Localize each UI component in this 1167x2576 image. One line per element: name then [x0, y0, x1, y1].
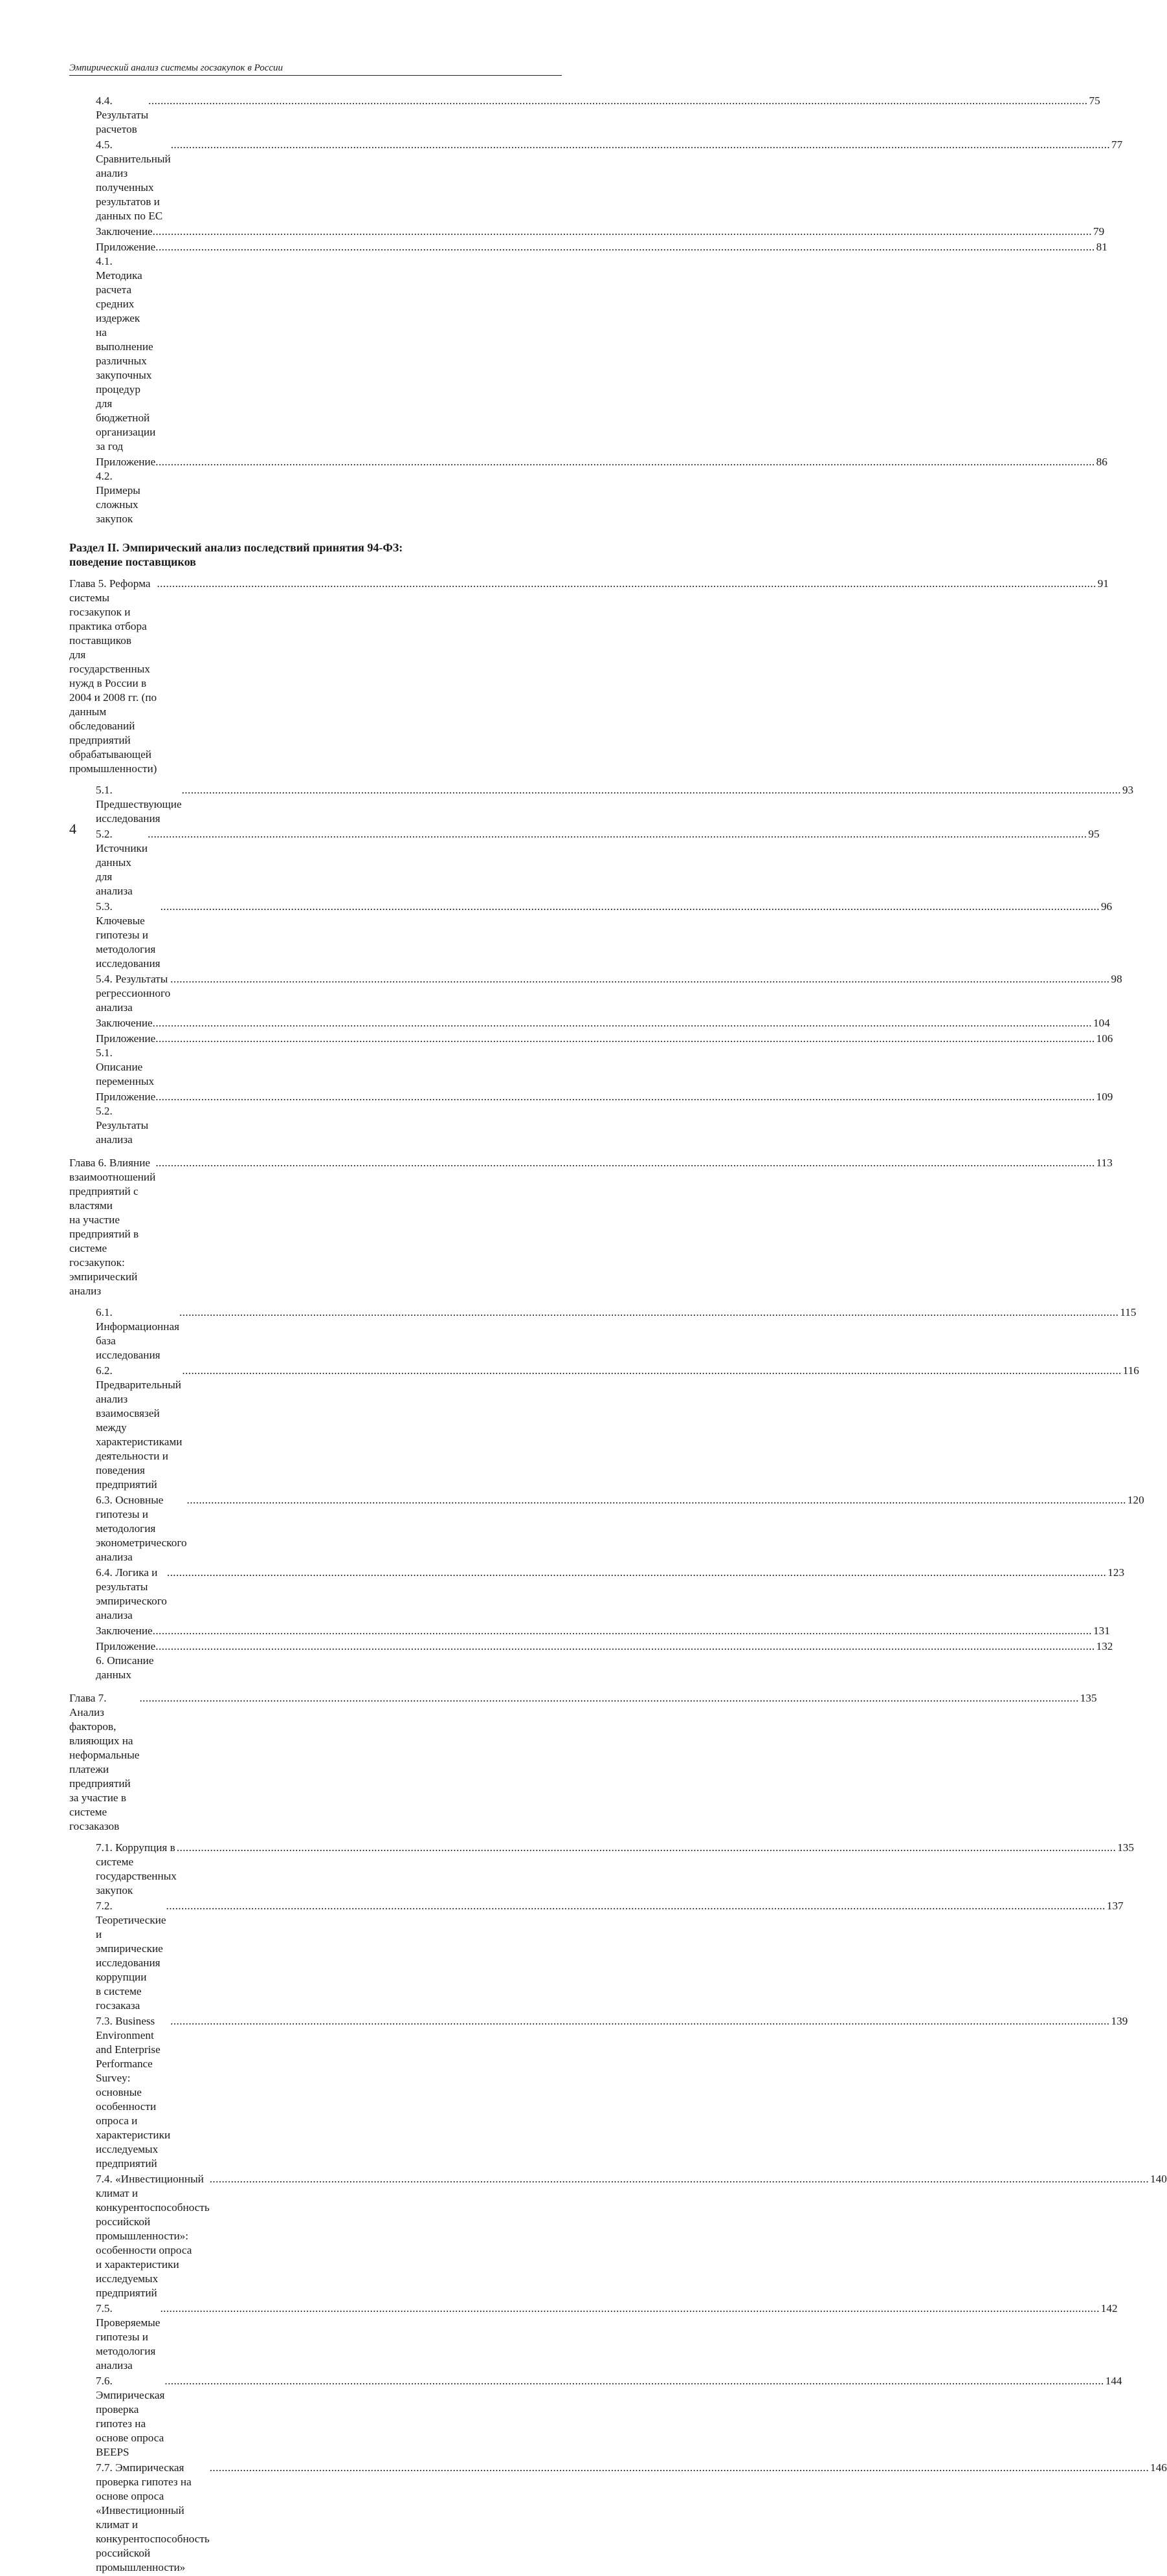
toc-entry-line: 5.2. Источники данных для анализа [96, 828, 148, 897]
toc-entry-line: платежи предприятий за участие в системе госзаказов [69, 1763, 131, 1832]
dot-leader [153, 225, 1092, 239]
toc-entry[interactable] [69, 1090, 1113, 1147]
toc-entry-title [96, 1016, 153, 1030]
toc-entry[interactable] [69, 1493, 1144, 1564]
toc-entry[interactable] [69, 1566, 1125, 1623]
toc-entry[interactable] [69, 2461, 1167, 2575]
toc-entry-title [96, 1841, 177, 1898]
dot-leader [155, 1032, 1095, 1046]
dot-leader [155, 455, 1095, 469]
toc-page-number: 95 [1088, 828, 1100, 840]
toc-entry-line: на выполнение различных закупочных процедур [96, 326, 153, 395]
toc-page-number: 96 [1100, 900, 1113, 913]
dot-leader [182, 783, 1121, 797]
toc-page-number: 98 [1111, 973, 1122, 985]
toc-page-number: 93 [1122, 784, 1134, 796]
dot-leader [155, 1639, 1095, 1654]
toc-entry[interactable] [69, 1032, 1113, 1089]
toc-page-number: 115 [1120, 1306, 1137, 1318]
toc-page-number: 113 [1096, 1157, 1113, 1169]
toc-page-number: 86 [1096, 456, 1107, 468]
toc-page-number: 91 [1097, 577, 1109, 590]
toc-entry-title [96, 1639, 155, 1682]
toc-chapter-5[interactable] [69, 577, 1109, 776]
toc-entry-line: 5.4. Результаты регрессионного анализа [96, 973, 171, 1014]
toc-entry-line: «Инвестиционный климат и конкурентоспособность [96, 2504, 210, 2545]
section-title [69, 540, 558, 569]
toc-entry-title [96, 1899, 166, 2013]
dot-leader [153, 1624, 1092, 1638]
toc-entry-line: Приложение 4.2. Примеры сложных закупок [96, 456, 156, 525]
toc-entry-line: на участие предприятий в системе госзакупок: эмпирический анализ [69, 1214, 139, 1297]
toc-entry-title [96, 94, 148, 137]
dot-leader [171, 138, 1110, 152]
toc-entry-title [96, 2302, 160, 2373]
toc-entry-line: 7.5. Проверяемые гипотезы и методология анализа [96, 2302, 161, 2371]
toc-entry[interactable] [69, 1841, 1134, 1898]
toc-entry-title [96, 2461, 210, 2575]
dot-leader [157, 577, 1096, 591]
toc-entry-title [69, 577, 157, 776]
toc-entry-line: российской промышленности»: особенности опроса [96, 2215, 192, 2256]
dot-leader [210, 2461, 1149, 2475]
toc-page-number: 146 [1150, 2461, 1167, 2474]
toc-entry-title [96, 972, 170, 1015]
section-title-line: Раздел II. Эмпирический анализ последствий принятия 94-ФЗ: [69, 541, 403, 554]
toc-entry-line: российской промышленности» [96, 2547, 186, 2573]
toc-entry-line: 7.3. Business Environment and Enterprise Performance Survey: [96, 2015, 161, 2084]
toc-page-number: 139 [1111, 2015, 1128, 2027]
toc-page-number: 104 [1093, 1017, 1110, 1029]
toc-entry-title [96, 2014, 170, 2171]
dot-leader [210, 2172, 1149, 2186]
toc-entry-title [96, 1566, 167, 1623]
toc-entry-title [96, 900, 161, 971]
toc-entry-line: Приложение 5.1. Описание переменных [96, 1032, 156, 1087]
dot-leader [153, 1016, 1092, 1030]
toc-page-number: 77 [1111, 139, 1123, 151]
toc-entry[interactable] [69, 240, 1107, 454]
toc-entry-line: 5.3. Ключевые гипотезы и методология исследования [96, 900, 161, 970]
toc-entry[interactable] [69, 455, 1107, 526]
table-of-contents [69, 94, 1167, 2576]
toc-entry-line: 7.1. Коррупция в системе государственных закупок [96, 1841, 177, 1896]
toc-entry-line: Приложение 6. Описание данных [96, 1640, 156, 1681]
dot-leader [160, 2302, 1099, 2316]
dot-leader [166, 1899, 1106, 1913]
toc-entry-line: 4.5. Сравнительный анализ полученных результатов и данных по ЕС [96, 139, 171, 222]
toc-entry-line: Заключение [96, 225, 153, 238]
toc-entry-line: Приложение 4.1. Методика расчета средних издержек [96, 241, 156, 324]
toc-entry[interactable] [69, 225, 1105, 239]
toc-entry-line: Заключение [96, 1625, 153, 1637]
toc-entry-title [96, 783, 182, 826]
toc-chapter-7[interactable] [69, 1691, 1097, 1834]
toc-entry-title [96, 1364, 182, 1492]
toc-entry-line: 6.2. Предварительный анализ взаимосвязей [96, 1364, 181, 1419]
toc-entry[interactable] [69, 1639, 1113, 1682]
toc-entry[interactable] [69, 1016, 1110, 1030]
toc-entry-line: 4.4. Результаты расчетов [96, 94, 149, 135]
toc-page-number: 132 [1096, 1640, 1113, 1652]
running-head: Эмпирический анализ системы госзакупок в России [69, 63, 283, 73]
toc-page-number: 137 [1106, 1900, 1124, 1912]
toc-page-number: 135 [1080, 1692, 1097, 1704]
toc-entry-line: Глава 6. Влияние взаимоотношений предприятий с властями [69, 1157, 156, 1212]
toc-entry[interactable] [69, 827, 1100, 898]
toc-chapter-6[interactable] [69, 1156, 1113, 1298]
toc-page-number: 140 [1150, 2173, 1167, 2185]
toc-entry-line: 6.4. Логика и результаты эмпирического анализа [96, 1566, 167, 1621]
toc-page-number: 144 [1105, 2375, 1122, 2387]
toc-entry-line: между характеристиками деятельности и поведения предприятий [96, 1421, 183, 1491]
section-title-line: поведение поставщиков [69, 555, 196, 568]
dot-leader [170, 2014, 1109, 2028]
toc-entry-line: основные особенности опроса и характеристики [96, 2086, 171, 2141]
toc-entry-title [96, 1493, 187, 1564]
toc-entry-line: 7.4. «Инвестиционный климат и конкурентоспособность [96, 2173, 210, 2214]
toc-entry-line: 5.1. Предшествующие исследования [96, 784, 182, 825]
toc-entry[interactable] [69, 2172, 1167, 2300]
toc-entry[interactable] [69, 783, 1134, 826]
toc-page-number: 116 [1122, 1364, 1139, 1377]
dot-leader [139, 1691, 1078, 1705]
toc-entry-title [69, 1156, 155, 1298]
toc-entry-title [96, 1624, 153, 1638]
dot-leader [148, 94, 1087, 108]
toc-entry-title [96, 225, 153, 239]
toc-page-number: 142 [1100, 2302, 1118, 2315]
toc-entry-title [96, 138, 171, 223]
toc-entry-line: Приложение 5.2. Результаты анализа [96, 1091, 156, 1146]
toc-entry-title [96, 455, 155, 526]
dot-leader [177, 1841, 1116, 1855]
toc-entry-line: 6.1. Информационная база исследования [96, 1306, 179, 1361]
toc-entry[interactable] [69, 1624, 1110, 1638]
toc-entry[interactable] [69, 138, 1123, 223]
toc-entry[interactable] [69, 900, 1113, 971]
toc-page-number: 75 [1089, 94, 1100, 107]
page-number: 4 [69, 821, 76, 837]
header-rule [69, 75, 562, 76]
toc-entry-line: Глава 5. Реформа системы госзакупок и практика отбора поставщиков [69, 577, 151, 647]
toc-entry-title [96, 2374, 164, 2459]
toc-entry-line: исследуемых предприятий [96, 2143, 159, 2170]
dot-leader [182, 1364, 1121, 1378]
dot-leader [179, 1305, 1118, 1320]
toc-entry[interactable] [69, 1364, 1139, 1492]
toc-entry-line: 7.6. Эмпирическая проверка гипотез на основе опроса BEEPS [96, 2375, 165, 2458]
toc-entry-title [96, 2172, 210, 2300]
dot-leader [155, 240, 1095, 254]
toc-entry[interactable] [69, 972, 1122, 1015]
dot-leader [170, 972, 1109, 986]
toc-entry-line: 7.7. Эмпирическая проверка гипотез на основе опроса [96, 2461, 192, 2502]
dot-leader [155, 1090, 1095, 1104]
toc-page-number: 109 [1096, 1091, 1113, 1103]
toc-entry[interactable] [69, 2014, 1128, 2171]
toc-entry-title [69, 1691, 139, 1834]
toc-entry[interactable] [69, 94, 1100, 137]
toc-entry-line: для бюджетной организации за год [96, 397, 156, 452]
toc-entry-line: 7.2. Теоретические и эмпирические исследования коррупции [96, 1900, 166, 1983]
toc-entry-title [96, 1305, 179, 1362]
dot-leader [167, 1566, 1106, 1580]
toc-entry[interactable] [69, 2374, 1122, 2459]
toc-page-number: 120 [1127, 1494, 1144, 1506]
toc-page-number: 123 [1107, 1566, 1125, 1579]
toc-entry-title [96, 240, 155, 454]
toc-page-number: 79 [1093, 225, 1105, 238]
toc-entry-line: в системе госзаказа [96, 1985, 142, 2012]
toc-page-number: 81 [1096, 241, 1107, 253]
toc-entry-line: Заключение [96, 1017, 153, 1029]
toc-entry-line: и характеристики исследуемых предприятий [96, 2258, 179, 2299]
toc-entry[interactable] [69, 2302, 1118, 2373]
toc-entry-line: обследований предприятий обрабатывающей промышленности) [69, 720, 157, 775]
toc-entry[interactable] [69, 1899, 1124, 2013]
toc-entry-title [96, 827, 148, 898]
toc-entry-line: 6.3. Основные гипотезы и методология эконометрического анализа [96, 1494, 187, 1563]
toc-entry-title [96, 1032, 155, 1089]
dot-leader [161, 900, 1100, 914]
dot-leader [187, 1493, 1126, 1507]
toc-page-number: 131 [1093, 1625, 1110, 1637]
toc-entry-title [96, 1090, 155, 1147]
dot-leader [164, 2374, 1104, 2388]
dot-leader [155, 1156, 1095, 1170]
toc-page-number: 106 [1096, 1032, 1113, 1045]
toc-entry[interactable] [69, 1305, 1137, 1362]
dot-leader [148, 827, 1087, 841]
toc-entry-line: для государственных нужд в России в 2004 и 2008 гг. (по данным [69, 649, 157, 718]
toc-page-number: 135 [1117, 1841, 1134, 1854]
toc-entry-line: Глава 7. Анализ факторов, влияющих на неформальные [69, 1692, 140, 1761]
